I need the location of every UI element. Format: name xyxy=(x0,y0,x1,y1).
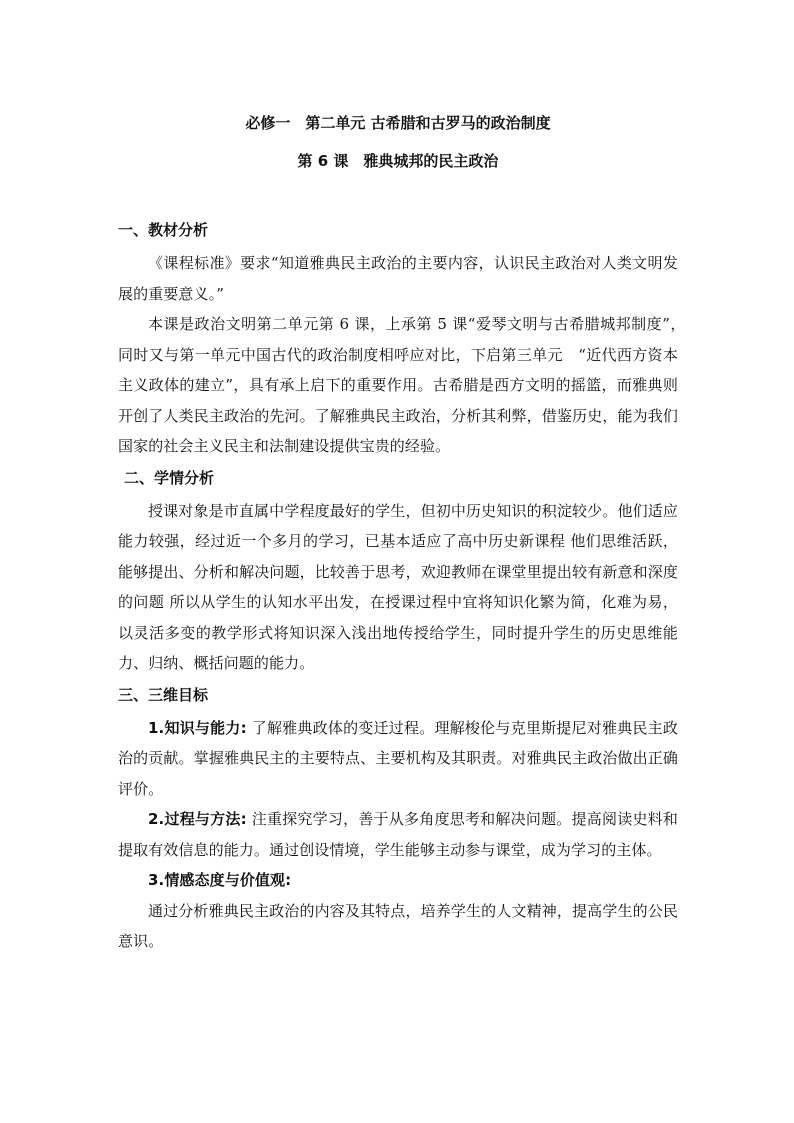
goal-item-emotion-values xyxy=(118,865,678,896)
section-heading-three-dimensional-goals: 三、三维目标 xyxy=(118,685,209,704)
section-heading-textbook-analysis: 一、教材分析 xyxy=(118,221,209,239)
paragraph-student-analysis: 授课对象是市直属中学程度最好的学生，但初中历史知识的积淀较少。他们适应能力较强，经过近一个多月的学习，已基本适应了高中历史新课程 他们思维活跃，能够提出、分析和解决问题，比较善于思考，欢迎教师在课堂里提出较有新意和深度的问题 所以从学生的认知水平出发，在授课过程中宜将知识化繁为简，化难为易，以灵活多变的教学形式将知识深入浅出地传授给学生，同时提升学生的历史思维能力、归纳、概括问题的能力。 xyxy=(118,501,678,672)
document-page xyxy=(118,104,694,957)
paragraph-emotion-values: 通过分析雅典民主政治的内容及其特点，培养学生的人文精神，提高学生的公民意识。 xyxy=(118,901,678,950)
goal-text: 了解雅典政体的变迁过程。理解梭伦与克里斯提尼对雅典民主政治的贡献。掌握雅典民主的主要特点、主要机构及其职责。对雅典民主政治做出正确评价。 xyxy=(118,718,679,798)
goal-item-knowledge-ability xyxy=(118,713,678,805)
goal-label: 3.情感态度与价值观: xyxy=(148,871,292,889)
document-title: 必修一 第二单元 古希腊和古罗马的政治制度 xyxy=(245,114,551,132)
section-heading-student-analysis: 二、学情分析 xyxy=(124,468,215,487)
goal-item-process-method xyxy=(118,804,678,865)
paragraph-curriculum-standard: 《课程标准》要求“知道雅典民主政治的主要内容，认识民主政治对人类文明发展的重要意义。” xyxy=(118,254,678,303)
paragraph-lesson-position: 本课是政治文明第二单元第 6 课，上承第 5 课“爱琴文明与古希腊城邦制度”， 同时又与第一单元中国古代的政治制度相呼应对比，下启第三单元 “近代西方资本主义政体的建立”，具有承上启下的重要作用。古希腊是西方文明的摇篮，而雅典则开创了人类民主政治的先河。了解雅典民主政治，分析其利弊，借鉴历史，能为我们国家的社会主义民主和法制建设提供宝贵的经验。 xyxy=(118,315,694,455)
lesson-title: 第 6 课 雅典城邦的民主政治 xyxy=(297,152,499,170)
goal-text: 注重探究学习，善于从多角度思考和解决问题。提高阅读史料和提取有效信息的能力。通过创设情境，学生能够主动参与课堂，成为学习的主体。 xyxy=(118,810,679,859)
goal-label: 1.知识与能力: xyxy=(148,718,247,737)
goal-label: 2.过程与方法: xyxy=(148,810,247,828)
